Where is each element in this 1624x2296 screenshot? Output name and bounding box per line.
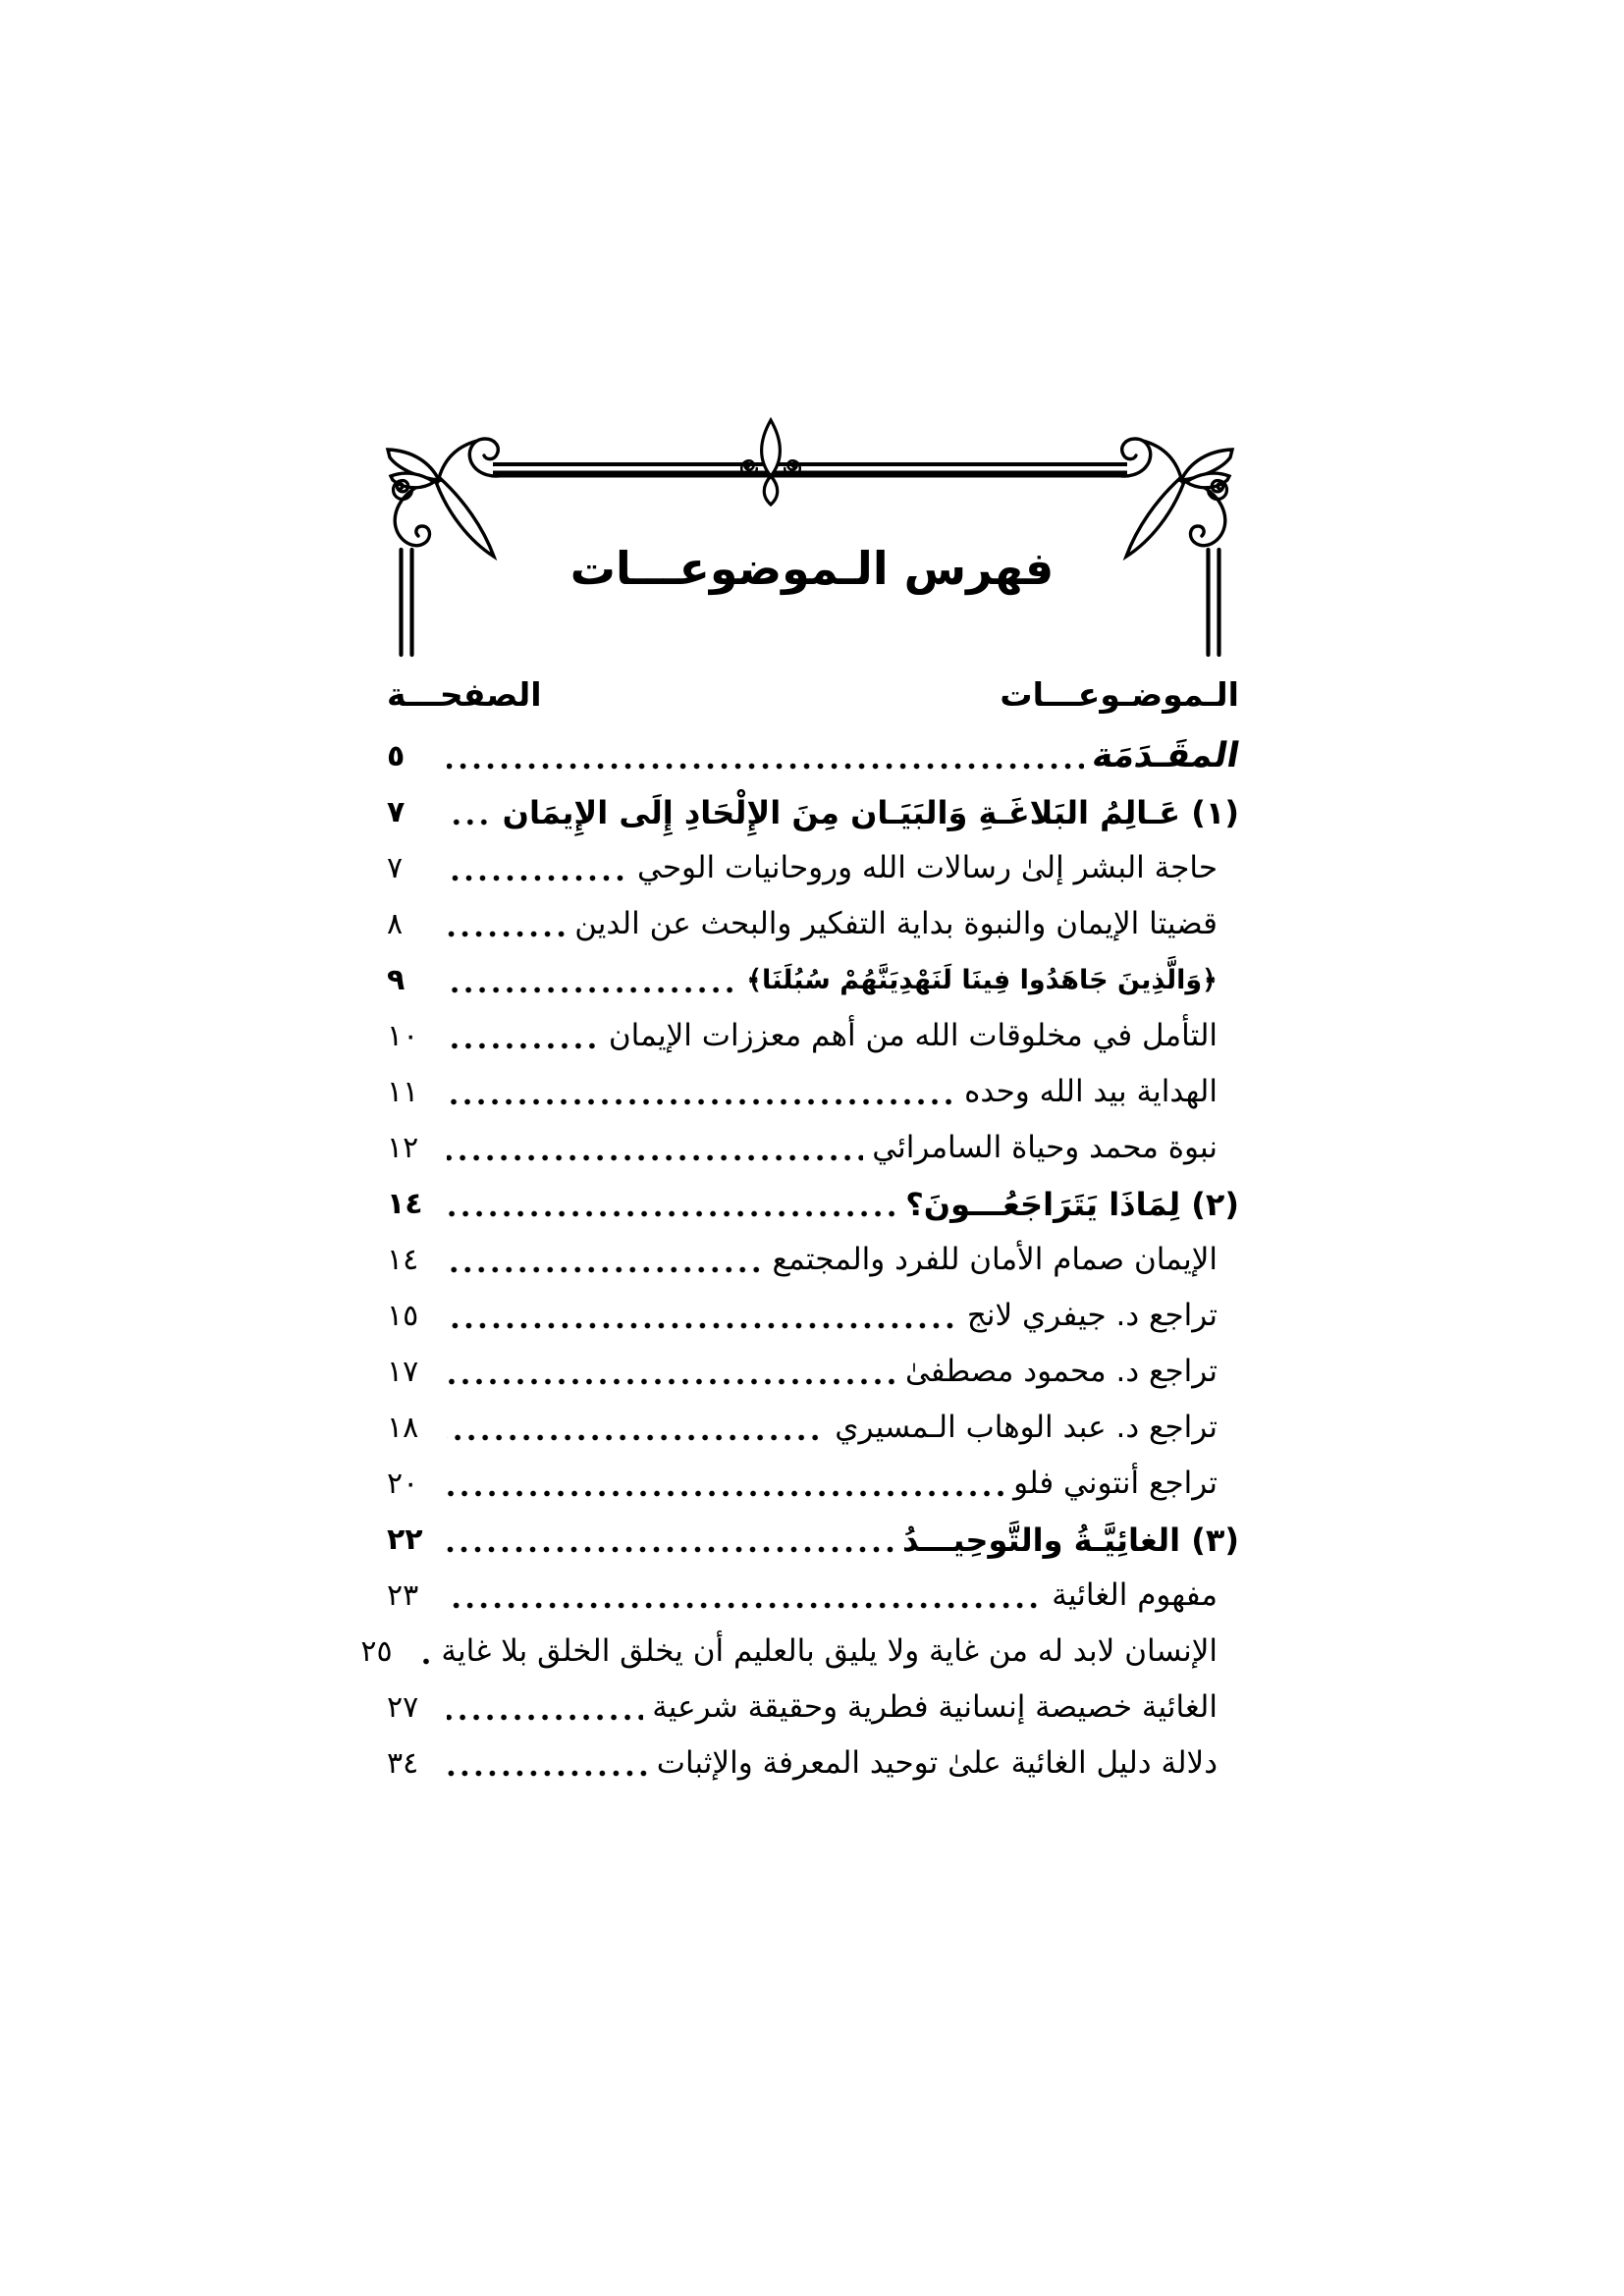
dot-leader: [447, 930, 566, 938]
toc-entry-title: تراجع د. جيفري لانج: [966, 1298, 1218, 1333]
toc-entry-row: [387, 1680, 1239, 1735]
dot-leader: [447, 762, 1084, 771]
dot-leader: [447, 986, 737, 994]
toc-entry-title: التأمل في مخلوقات الله من أهم معززات الإيمان: [608, 1018, 1218, 1053]
dot-leader: [447, 1377, 896, 1386]
toc-entry-row: [387, 784, 1239, 840]
dot-leader: [420, 1657, 432, 1666]
dot-leader: [447, 1153, 863, 1162]
dot-leader: [447, 1713, 643, 1722]
toc-entry-page-number: ٩: [387, 962, 406, 997]
toc-entry-title: (٣) الغائِيَّـةُ والتَّوحِيـــدُ: [902, 1521, 1239, 1559]
toc-entry-row: [387, 1064, 1239, 1120]
dot-leader: [447, 1601, 1043, 1610]
dot-leader: [447, 1489, 1004, 1498]
dot-leader: [447, 1769, 648, 1778]
toc-entry-row: [387, 1568, 1239, 1624]
page-column-header: الصفحـــة: [387, 675, 542, 714]
dot-leader: [447, 874, 628, 882]
toc-entry-title: المقَـدَمَة: [1089, 736, 1243, 775]
toc-entry-row: [387, 840, 1239, 896]
toc-entry-page-number: ٧: [387, 850, 404, 885]
toc-column-headers: [387, 675, 1239, 714]
dot-leader: [447, 1041, 600, 1050]
toc-entry-page-number: ١٠: [387, 1018, 419, 1053]
toc-entry-title: (١) عَـالِمُ البَلاغَـةِ وَالبَيَـان مِنَ الإِلْحَادِ إِلَى الإِيمَان: [502, 793, 1239, 831]
toc-entry-page-number: ٢٢: [387, 1522, 423, 1557]
dot-leader: [447, 1209, 896, 1218]
toc-entry-page-number: ٧: [387, 794, 406, 829]
toc-entry-page-number: ٢٣: [387, 1577, 419, 1613]
page-title: فهرس الـموضوعـــات: [569, 542, 1055, 595]
toc-entry-row: [387, 1400, 1239, 1456]
toc-entry-page-number: ٣٤: [387, 1745, 419, 1781]
toc-list: [360, 728, 1243, 1791]
toc-entry-row: [387, 1288, 1239, 1344]
toc-entry-title: دلالة دليل الغائية علىٰ توحيد المعرفة والإثبات: [656, 1745, 1218, 1781]
toc-entry-page-number: ١٥: [387, 1298, 419, 1333]
toc-entry-title: الإنسان لابد له من غاية ولا يليق بالعليم أن يخلق الخلق بلا غاية: [441, 1633, 1218, 1669]
toc-entry-title: مفهوم الغائية: [1052, 1577, 1218, 1613]
toc-entry-page-number: ٢٧: [387, 1689, 419, 1725]
toc-entry-title: حاجة البشر إلىٰ رسالات الله وروحانيات الوحي: [637, 850, 1218, 885]
header-flourish-frame: [383, 417, 1237, 663]
toc-entry-title: قضيتا الإيمان والنبوة بداية التفكير والبحث عن الدين: [574, 906, 1218, 941]
toc-entry-row: [387, 728, 1243, 784]
toc-entry-row: [387, 896, 1239, 952]
toc-entry-row: [387, 1456, 1239, 1512]
toc-entry-row: [360, 1624, 1239, 1680]
toc-entry-page-number: ١٨: [387, 1410, 419, 1445]
toc-entry-title: تراجع أنتوني فلو: [1013, 1466, 1218, 1501]
toc-entry-page-number: ١٢: [387, 1130, 419, 1165]
toc-entry-title: نبوة محمد وحياة السامرائي: [872, 1130, 1218, 1165]
dot-leader: [447, 1321, 958, 1330]
toc-entry-row: [387, 1735, 1239, 1791]
toc-entry-row: [387, 1344, 1239, 1400]
toc-entry-row: [387, 952, 1239, 1008]
toc-entry-page-number: ١٤: [387, 1242, 419, 1277]
dot-leader: [447, 1433, 826, 1442]
toc-entry-page-number: ٢٥: [360, 1633, 393, 1669]
top-border-rule: [493, 464, 1127, 474]
toc-entry-row: [387, 1232, 1239, 1288]
toc-entry-title: الغائية خصيصة إنسانية فطرية وحقيقة شرعية: [652, 1689, 1218, 1725]
dot-leader: [447, 818, 494, 827]
dot-leader: [447, 1097, 955, 1106]
toc-entry-title: الهداية بيد الله وحده: [964, 1074, 1218, 1109]
toc-entry-page-number: ١٤: [387, 1186, 423, 1221]
toc-entry-page-number: ١١: [387, 1074, 419, 1109]
toc-entry-title: (٢) لِمَاذَا يَتَرَاجَعُـــونَ؟: [905, 1185, 1239, 1223]
toc-entry-row: [387, 1120, 1239, 1176]
toc-entry-page-number: ٨: [387, 906, 404, 941]
toc-entry-page-number: ١٧: [387, 1354, 419, 1389]
toc-entry-title: تراجع د. عبد الوهاب الـمسيري: [835, 1410, 1218, 1445]
topics-column-header: الـموضـوعـــات: [1000, 675, 1239, 714]
toc-entry-title: الإيمان صمام الأمان للفرد والمجتمع: [772, 1242, 1218, 1277]
toc-entry-page-number: ٥: [387, 738, 406, 774]
toc-entry-page-number: ٢٠: [387, 1466, 419, 1501]
dot-leader: [447, 1265, 764, 1274]
dot-leader: [447, 1545, 893, 1554]
toc-entry-title: تراجع د. محمود مصطفىٰ: [904, 1354, 1218, 1389]
toc-entry-row: [387, 1176, 1239, 1232]
toc-entry-title: ﴿وَالَّذِينَ جَاهَدُوا فِينَا لَنَهْدِيَنَّهُمْ سُبُلَنَا﴾: [746, 965, 1218, 995]
toc-entry-row: [387, 1512, 1239, 1568]
toc-entry-row: [387, 1008, 1239, 1064]
